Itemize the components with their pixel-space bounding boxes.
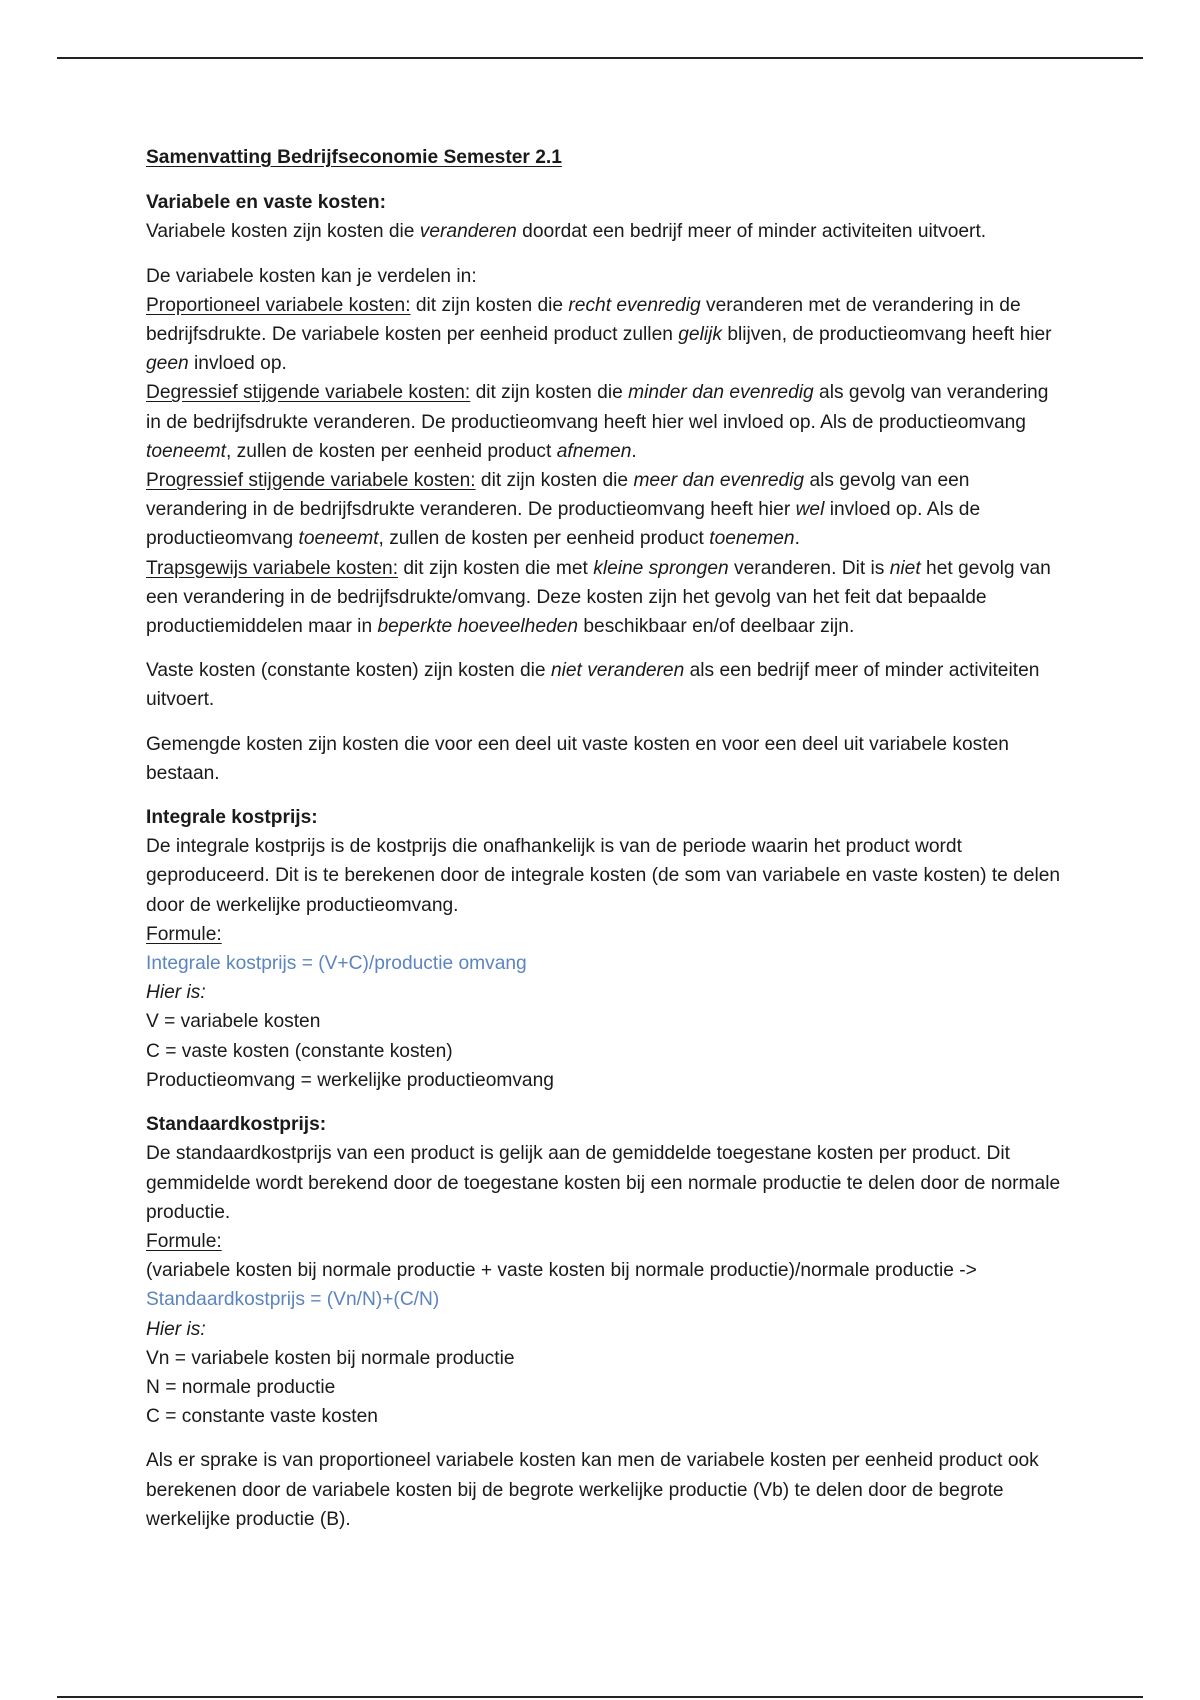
emphasis: afnemen (556, 440, 632, 462)
term-label: Proportioneel variabele kosten: (146, 294, 411, 316)
text-run: als gevolg van verandering in de bedrijfsdrukte veranderen. De productieomvang heeft hier wel invloed op. Als de productieomvang (146, 382, 1049, 433)
text-run: beschikbaar en/of deelbaar zijn. (578, 616, 855, 638)
emphasis: toeneemt (298, 528, 379, 550)
text-run: het gevolg van een verandering in de bedrijfsdrukte/omvang. Deze kosten zijn het gevolg van het feit dat bepaalde productiemiddelen maar in (146, 557, 1051, 638)
paragraph-degressief (146, 378, 1066, 466)
definition-line: Productieomvang = werkelijke productieomvang (146, 1069, 554, 1091)
section-integrale-kostprijs (146, 803, 1066, 1095)
document-title: Samenvatting Bedrijfseconomie Semester 2.1 (146, 147, 562, 168)
text-run: dit zijn kosten die (470, 382, 629, 404)
emphasis: wel (795, 499, 825, 521)
text-run: als gevolg van een verandering in de bedrijfsdrukte veranderen. De productieomvang heeft hier (146, 470, 970, 521)
text-run: Vaste kosten (constante kosten) zijn kosten die (146, 660, 551, 682)
text-run: , zullen de kosten per eenheid product (378, 528, 710, 550)
text-run: veranderen. Dit is (728, 557, 890, 579)
emphasis: toenemen (709, 528, 795, 550)
footer-rule (57, 1696, 1143, 1698)
term-label: Degressief stijgende variabele kosten: (146, 382, 471, 404)
paragraph-standaardkostprijs: De standaardkostprijs van een product is gelijk aan de gemiddelde toegestane kosten per product. Dit gemmidelde wordt berekend door de toegestane kosten bij een normale productie te delen door de normale productie. (146, 1143, 1061, 1223)
paragraph-gemengde-kosten: Gemengde kosten zijn kosten die voor een deel uit vaste kosten en voor een deel uit variabele kosten bestaan. (146, 733, 1009, 784)
text-run: doordat een bedrijf meer of minder activiteiten uitvoert. (516, 221, 987, 243)
text-run: Variabele kosten zijn kosten die (146, 221, 420, 243)
text-run: . (631, 440, 637, 462)
emphasis: veranderen (419, 221, 517, 243)
paragraph-proportioneel-berekening: Als er sprake is van proportioneel variabele kosten kan men de variabele kosten per eenheid product ook berekenen door de variabele kosten bij de begrote werkelijke productie (Vb) te delen door de begrote werkelijke productie (B). (146, 1450, 1039, 1530)
formula-integrale-kostprijs: Integrale kostprijs = (V+C)/productie omvang (146, 953, 527, 975)
emphasis: niet veranderen (550, 660, 685, 682)
emphasis: recht evenredig (568, 294, 701, 316)
term-label: Trapsgewijs variabele kosten: (146, 557, 399, 579)
document-page (146, 143, 1066, 1534)
section-heading: Integrale kostprijs: (146, 807, 318, 829)
definition-line: C = constante vaste kosten (146, 1406, 378, 1428)
term-label: Progressief stijgende variabele kosten: (146, 470, 476, 492)
paragraph-proportioneel (146, 291, 1066, 379)
definition-line: V = variabele kosten (146, 1011, 321, 1033)
text-run: . (794, 528, 800, 550)
emphasis: kleine sprongen (593, 557, 729, 579)
emphasis: meer dan evenredig (633, 470, 805, 492)
hier-is-label: Hier is: (146, 1318, 206, 1340)
definition-line: C = vaste kosten (constante kosten) (146, 1040, 453, 1062)
emphasis: toeneemt (146, 440, 227, 462)
emphasis: gelijk (678, 324, 722, 346)
formule-label: Formule: (146, 1230, 222, 1252)
paragraph-vaste-kosten (146, 656, 1066, 714)
header-rule (57, 57, 1143, 59)
section-variabele-vaste-kosten (146, 188, 1066, 788)
paragraph-integrale-kostprijs: De integrale kostprijs is de kostprijs die onafhankelijk is van de periode waarin het product wordt geproduceerd. Dit is te berekenen door de integrale kosten (de som van variabele en vaste kosten) te delen door de werkelijke productieomvang. (146, 836, 1061, 916)
emphasis: beperkte hoeveelheden (377, 616, 579, 638)
definition-line: Vn = variabele kosten bij normale productie (146, 1347, 515, 1369)
text-run: veranderen met de verandering in de bedrijfsdrukte. De variabele kosten per eenheid product zullen (146, 294, 1021, 346)
emphasis: niet (889, 557, 921, 579)
formula-standaardkostprijs: Standaardkostprijs = (Vn/N)+(C/N) (146, 1289, 440, 1311)
text-run: dit zijn kosten die met (398, 557, 594, 579)
formule-label: Formule: (146, 923, 222, 945)
section-heading: Standaardkostprijs: (146, 1114, 327, 1136)
formula-derivation: (variabele kosten bij normale productie + vaste kosten bij normale productie)/normale productie -> (146, 1260, 977, 1282)
emphasis: minder dan evenredig (628, 382, 814, 404)
text-run: , zullen de kosten per eenheid product (226, 440, 557, 462)
hier-is-label: Hier is: (146, 982, 206, 1004)
emphasis: geen (146, 353, 189, 375)
text-run: dit zijn kosten die (410, 294, 569, 316)
text-run: als een bedrijf meer of minder activiteiten uitvoert. (146, 660, 1040, 711)
paragraph-progressief (146, 466, 1066, 554)
text-run: invloed op. (188, 353, 287, 375)
text-run: invloed op. Als de productieomvang (146, 499, 981, 550)
text-run: dit zijn kosten die (475, 470, 634, 492)
paragraph-trapsgewijs (146, 554, 1066, 642)
section-standaardkostprijs (146, 1110, 1066, 1534)
definition-line: N = normale productie (146, 1376, 336, 1398)
paragraph-variabele-kosten (146, 217, 1066, 246)
text-run: blijven, de productieomvang heeft hier (721, 324, 1052, 346)
section-heading: Variabele en vaste kosten: (146, 192, 386, 214)
paragraph-verdelen: De variabele kosten kan je verdelen in: (146, 265, 477, 287)
